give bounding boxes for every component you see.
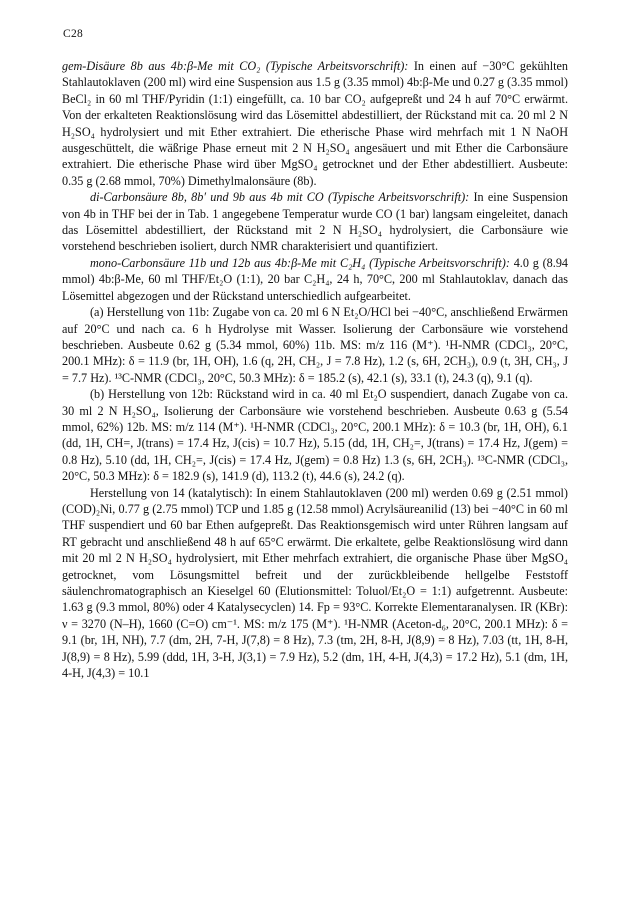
paragraph-body: In einen auf −30°C gekühlten Stahlautoklaven (200 ml) wird eine Suspension aus 1.5 g (3.35 mmol) 4b:β-Me und 0.27 g (3.35 mmol) BeCl₂ in 60 ml THF/Pyridin (1:1) eingefüllt, ca. 10 bar CO₂ aufgepreßt und 24 h auf 70°C erwärmt. Von der erkalteten Reaktionslösung wird das Lösemittel abdestilliert, der Rückstand mit ca. 20 ml 2 N H₂SO₄ hydrolysiert und mit Ether extrahiert. Die etherische Phase wird mehrfach mit 1 N NaOH ausgeschüttelt, die wäßrige Phase erneut mit 2 N H₂SO₄ angesäuert und mit Ether die Carbonsäure extrahiert. Die etherische Phase wird über MgSO₄ getrocknet und der Ether abdestilliert. Ausbeute: 0.35 g (2.68 mmol, 70%) Dimethylmalonsäure (8b). (62, 59, 568, 188)
experimental-text (62, 58, 568, 681)
paragraph (62, 386, 568, 484)
paragraph-heading: mono-Carbonsäure 11b und 12b aus 4b:β-Me mit C₂H₄ (Typische Arbeitsvorschrift): (90, 255, 510, 270)
page-number: C28 (63, 28, 84, 40)
paragraph (62, 58, 568, 189)
paragraph-body: In eine Suspension von 4b in THF bei der in Tab. 1 angegebene Temperatur wurde CO (1 bar) langsam eingeleitet, danach das Lösemittel abdestilliert, der Rückstand mit 2 N H₂SO₄ hydrolysiert, die Carbonsäure wie vorstehend beschrieben isoliert, durch NMR charakterisiert und quantifiziert. (62, 190, 568, 254)
paragraph (62, 304, 568, 386)
paragraph (62, 255, 568, 304)
paragraph-heading: di-Carbonsäure 8b, 8b′ und 9b aus 4b mit CO (Typische Arbeitsvorschrift): (90, 190, 470, 205)
paragraph-heading: gem-Disäure 8b aus 4b:β-Me mit CO₂ (Typische Arbeitsvorschrift): (62, 59, 409, 73)
paragraph-body: Herstellung von 14 (katalytisch): In einem Stahlautoklaven (200 ml) werden 0.69 g (2.51 mmol) (COD)₂Ni, 0.77 g (2.75 mmol) TCP und 1.85 g (12.58 mmol) Acrylsäureanilid (13) bei −40°C in 60 ml THF suspendiert und 60 bar Ethen aufgepreßt. Das Reaktionsgemisch wird unter Rühren langsam auf RT gebracht und anschließend 48 h auf 65°C erwärmt. Die erkaltete, gelbe Reaktionslösung wird dann mit 20 ml 2 N H₂SO₄ hydrolysiert, mit Ether mehrfach extrahiert, die organische Phase über MgSO₄ getrocknet, vom Lösungsmittel befreit und der zurückbleibende hellgelbe Feststoff säulenchromatographisch an Kieselgel 60 (Elutionsmittel: Toluol/Et₂O = 1:1) aufgetrennt. Ausbeute: 1.63 g (9.3 mmol, 80%) oder 4 Katalysecyclen) 14. Fp = 93°C. Korrekte Elementaranalysen. IR (KBr): ν = 3270 (N–H), 1660 (C=O) cm⁻¹. MS: m/z 175 (M⁺). ¹H-NMR (Aceton-d₆, 20°C, 200.1 MHz): δ = 9.1 (br, 1H, NH), 7.7 (dm, 2H, 7-H, J(7,8) = 8 Hz), 7.3 (tm, 2H, 8-H, J(8,9) = 8 Hz), 7.03 (tt, 1H, 8-H, J(8,9) = 8 Hz), 5.99 (ddd, 1H, 3-H, J(3,1) = 7.9 Hz), 5.2 (dm, 1H, 4-H, J(4,3) = 17.2 Hz), 5.1 (dm, 1H, 4-H, J(4,3) = 10.1 (62, 485, 568, 681)
paragraph (62, 189, 568, 255)
paragraph-body: (b) Herstellung von 12b: Rückstand wird in ca. 40 ml Et₂O suspendiert, danach Zugabe von ca. 30 ml 2 N H₂SO₄, Isolierung der Carbonsäure wie vorstehend beschrieben. Ausbeute 0.63 g (5.54 mmol, 62%) 12b. MS: m/z 114 (M⁺). ¹H-NMR (CDCl₃, 20°C, 200.1 MHz): δ = 10.3 (br, 1H, OH), 6.1 (dd, 1H, CH=, J(trans) = 17.4 Hz, J(cis) = 10.7 Hz), 5.15 (dd, 1H, CH₂=, J(trans) = 17.4 Hz, J(gem) = 0.8 Hz), 5.10 (dd, 1H, CH₂=, J(cis) = 17.4 Hz, J(gem) = 0.8 Hz) 1.3 (s, 6H, 2CH₃). ¹³C-NMR (CDCl₃, 20°C, 50.3 MHz): δ = 182.9 (s), 141.9 (d), 113.2 (t), 44.6 (s), 24.2 (q). (62, 387, 568, 484)
paragraph-body: (a) Herstellung von 11b: Zugabe von ca. 20 ml 6 N Et₂O/HCl bei −40°C, anschließend Erwärmen auf 20°C und nach ca. 6 h Hydrolyse mit Wasser. Isolierung der Carbonsäure wie vorstehend beschrieben. Ausbeute 0.62 g (5.34 mmol, 60%) 11b. MS: m/z 116 (M⁺). ¹H-NMR (CDCl₃, 20°C, 200.1 MHz): δ = 11.9 (br, 1H, OH), 1.6 (q, 2H, CH₂, J = 7.8 Hz), 1.2 (s, 6H, 2CH₃), 0.9 (t, 3H, CH₃, J = 7.7 Hz). ¹³C-NMR (CDCl₃, 20°C, 50.3 MHz): δ = 185.2 (s), 42.1 (s), 33.1 (t), 24.3 (q), 9.1 (q). (62, 305, 568, 385)
paragraph-body: 4.0 g (8.94 mmol) 4b:β-Me, 60 ml THF/Et₂O (1:1), 20 bar C₂H₄, 24 h, 70°C, 200 ml Stahlautoklav, danach das Lösemittel abgezogen und der Rückstand unterschiedlich aufgearbeitet. (62, 255, 569, 303)
paragraph (62, 485, 568, 682)
